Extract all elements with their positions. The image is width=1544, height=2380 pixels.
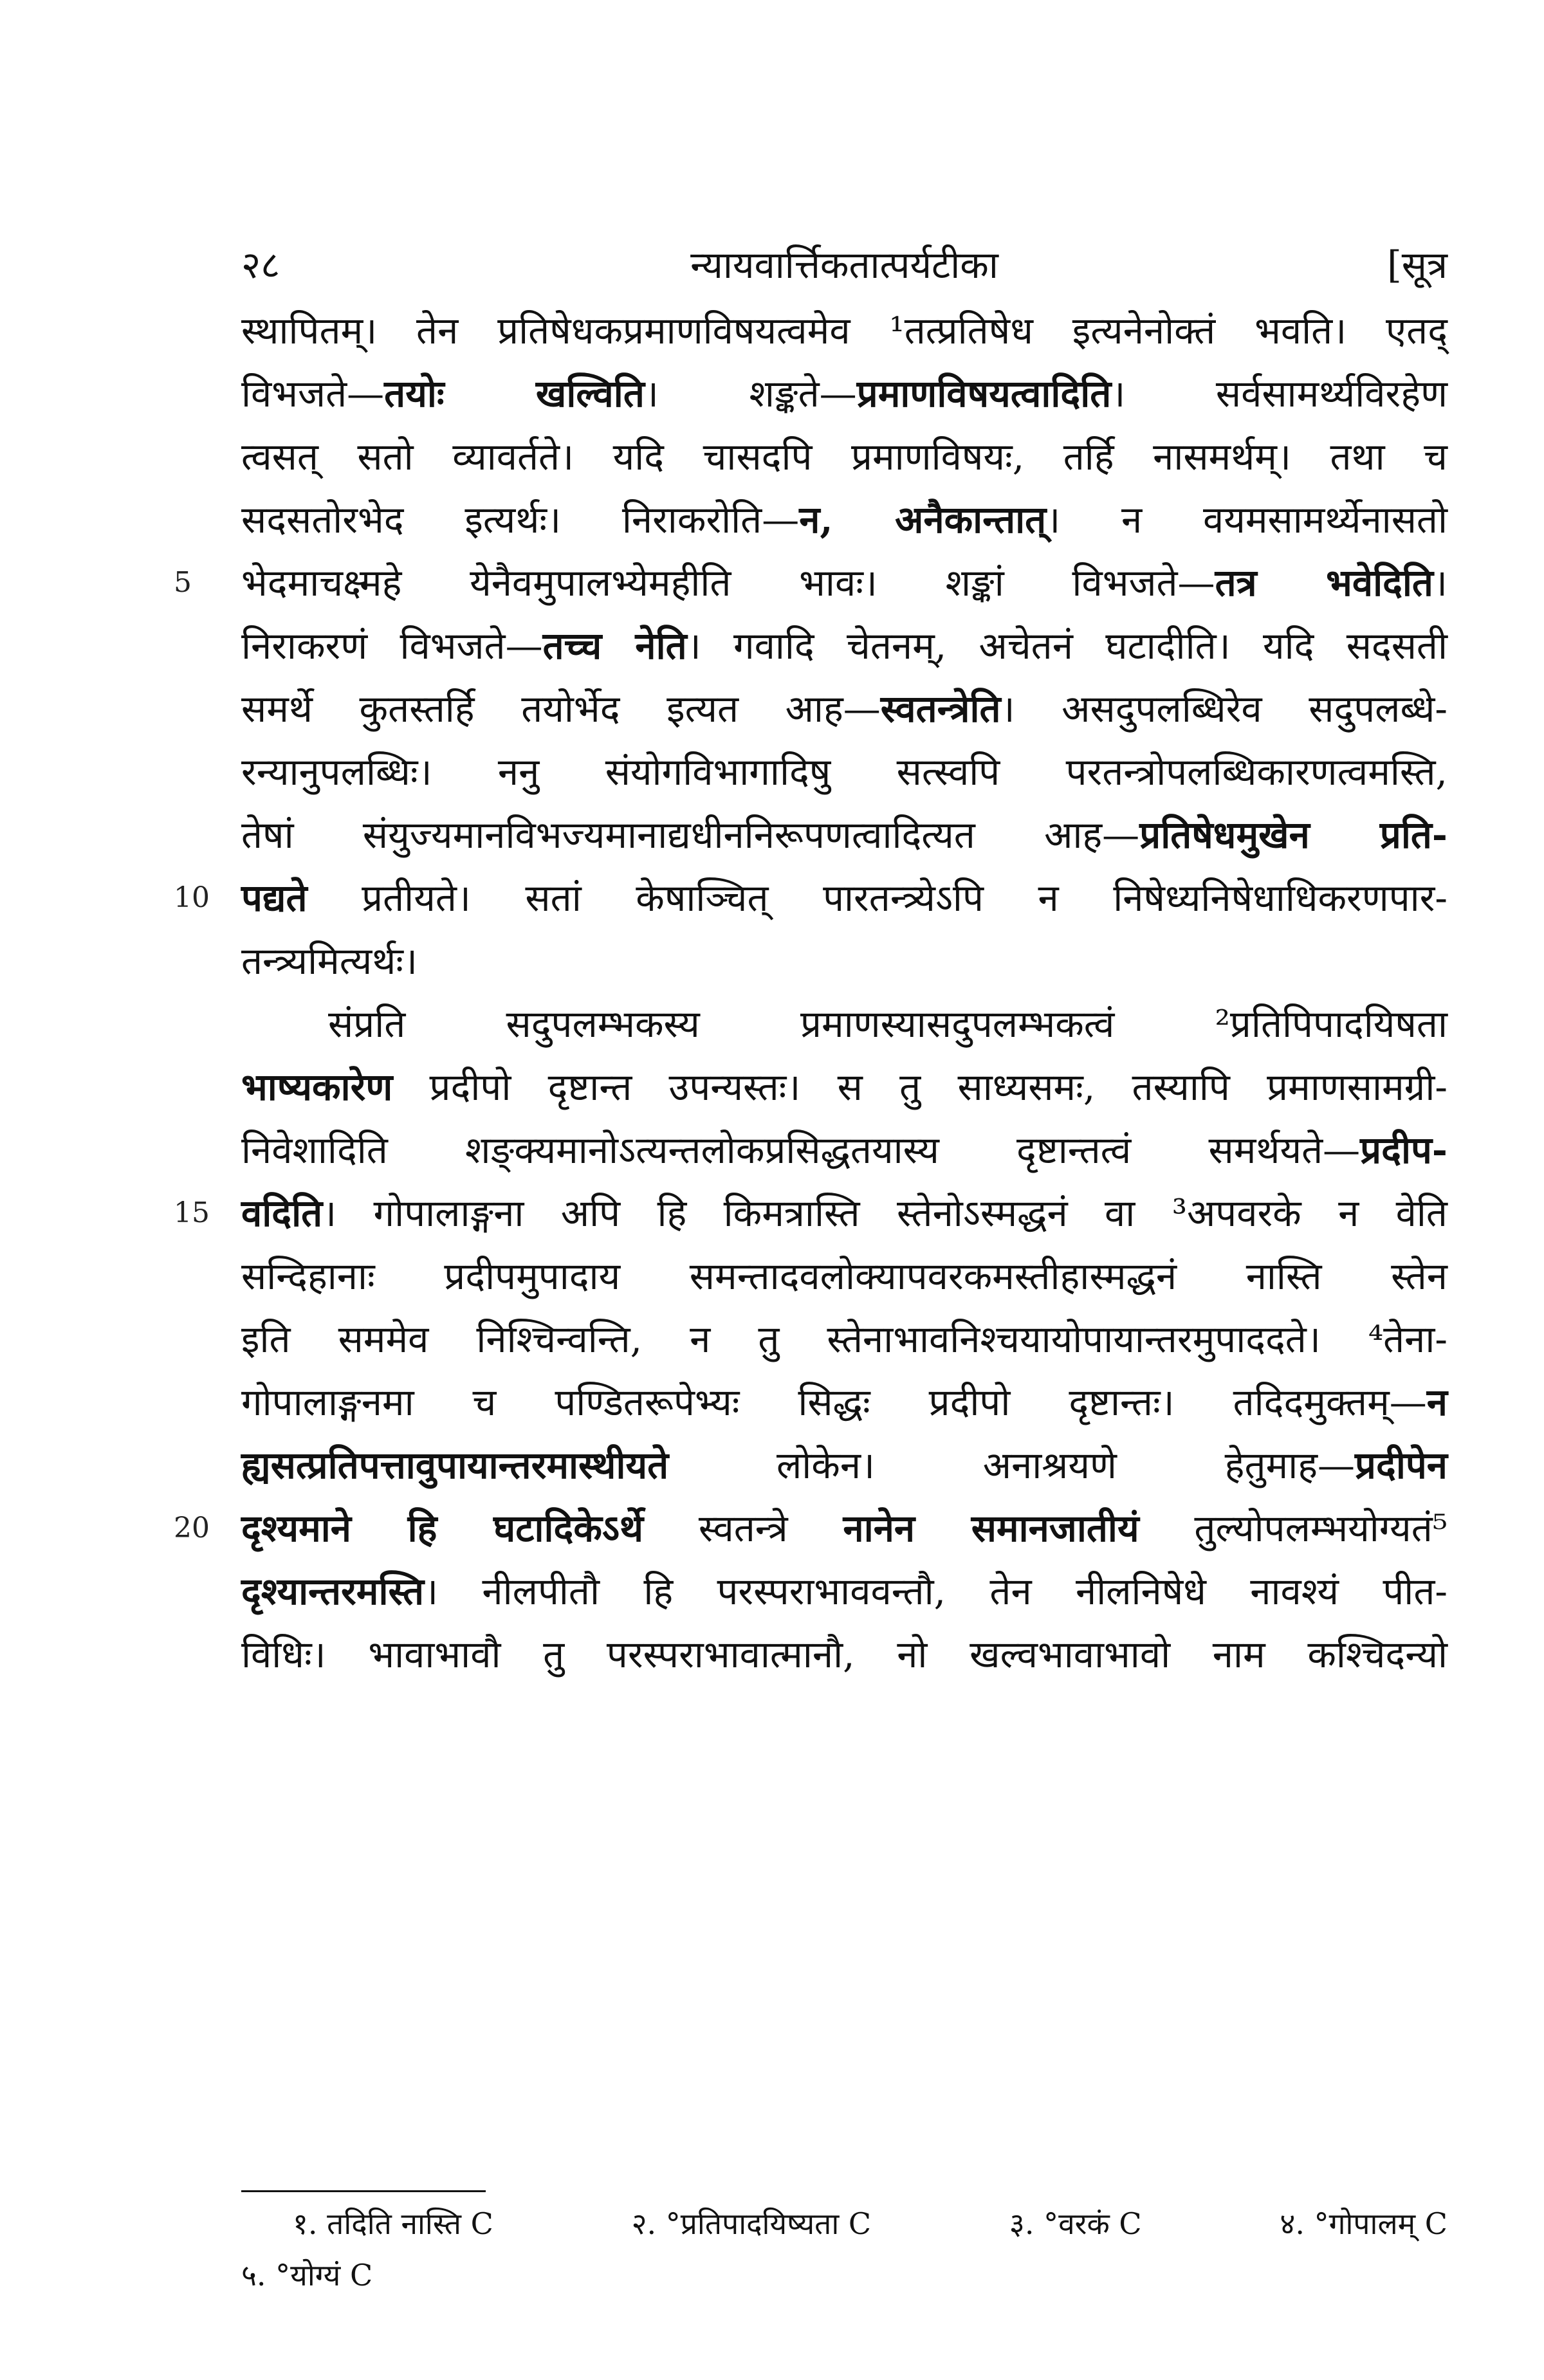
text-run: तुल्योपलम्भयोग्यतं⁵ <box>1139 1506 1448 1550</box>
text-run: । असदुपलब्धिरेव सदुपलब्धे- <box>1000 687 1448 731</box>
text-run: सदसतोरभेद इत्यर्थः। निराकरोति— <box>241 498 800 542</box>
text-run: विधिः। भावाभावौ तु परस्पराभावात्मानौ, नो खल्वभावाभावो नाम कश्चिदन्यो <box>241 1633 1448 1676</box>
footnote-3: ३. °वरकं C <box>1009 2206 1142 2241</box>
text-run: भेदमाचक्ष्महे येनैवमुपालभ्येमहीति भावः। शङ्कां विभजते— <box>241 561 1215 605</box>
footnotes-row-2 <box>241 2255 1448 2294</box>
text-run: स्वतन्त्रे <box>643 1506 843 1550</box>
text-line <box>241 1623 1448 1686</box>
line-number: 20 <box>174 1512 210 1544</box>
main-text <box>174 299 1448 1686</box>
footnote-4: ४. °गोपालम् C <box>1280 2206 1448 2241</box>
footnote-divider <box>241 2190 486 2192</box>
text-run: । गवादि चेतनम्, अचेतनं घटादीति। यदि सदसती <box>686 624 1448 668</box>
text-run: निवेशादिति शङ्क्यमानोऽत्यन्तलोकप्रसिद्धतयास्य दृष्टान्तत्वं समर्थयते— <box>241 1128 1361 1172</box>
bold-text: दृश्यमाने हि घटादिकेऽर्थे <box>241 1506 644 1550</box>
bold-text: न <box>1426 1380 1448 1424</box>
section-marker: [सूत्र <box>1387 243 1448 287</box>
bold-text: न, अनैकान्तात् <box>799 498 1047 542</box>
text-run: रन्यानुपलब्धिः। ननु संयोगविभागादिषु सत्स्वपि परतन्त्रोपलब्धिकारणत्वमस्ति, <box>241 750 1448 794</box>
text-line <box>241 1560 1448 1623</box>
text-line <box>241 299 1448 362</box>
text-run: । सर्वसामर्थ्यविरहेण <box>1111 372 1448 416</box>
line-number: 5 <box>174 566 192 599</box>
bold-text: तच्च नेति <box>542 624 687 668</box>
text-line <box>241 929 1448 993</box>
running-title: न्यायवार्त्तिकतात्पर्यटीका <box>690 243 998 287</box>
page-header <box>241 238 1448 289</box>
text-run: त्वसत् सतो व्यावर्तते। यदि चासदपि प्रमाणविषयः, तर्हि नासमर्थम्। तथा च <box>241 435 1448 479</box>
text-line <box>241 1371 1448 1434</box>
text-line <box>241 1056 1448 1119</box>
text-run: प्रदीपो दृष्टान्त उपन्यस्तः। स तु साध्यसमः, तस्यापि प्रमाणसामग्री- <box>392 1065 1448 1109</box>
footnote-5: ५. °योग्यं C <box>241 2258 373 2293</box>
text-run: इति सममेव निश्चिन्वन्ति, न तु स्तेनाभावनिश्चयायोपायान्तरमुपाददते। ⁴तेना- <box>241 1317 1448 1361</box>
text-line <box>174 1497 1448 1560</box>
text-run: तन्त्र्यमित्यर्थः। <box>241 939 418 983</box>
text-line <box>241 993 1448 1056</box>
text-run: निराकरणं विभजते— <box>241 624 543 668</box>
line-number: 15 <box>174 1196 210 1229</box>
text-line <box>174 866 1448 929</box>
text-run: । नीलपीतौ हि परस्पराभाववन्तौ, तेन नीलनिषेधे नावश्यं पीत- <box>424 1570 1448 1613</box>
bold-text: प्रदीप- <box>1360 1128 1448 1172</box>
text-run: । न वयमसामर्थ्येनासतो <box>1046 498 1448 542</box>
text-run: तेषां संयुज्यमानविभज्यमानाद्यधीननिरूपणत्वादित्यत आह— <box>241 813 1140 857</box>
bold-text: प्रमाणविषयत्वादिति <box>856 372 1112 416</box>
text-line <box>241 677 1448 740</box>
bold-text: स्वतन्त्रेति <box>880 687 1001 731</box>
text-line <box>241 362 1448 425</box>
footnote-1: १. तदिति नास्ति C <box>293 2206 493 2241</box>
bold-text: पद्यते <box>241 876 308 920</box>
text-line <box>174 1182 1448 1245</box>
bold-text: वदिति <box>241 1191 323 1235</box>
text-line <box>241 488 1448 551</box>
text-run: । गोपालाङ्गना अपि हि किमत्रास्ति स्तेनोऽस्मद्धनं वा ³अपवरके न वेति <box>322 1191 1448 1235</box>
text-line <box>241 1119 1448 1182</box>
bold-text: भाष्यकारेण <box>241 1065 393 1109</box>
text-line <box>174 551 1448 614</box>
text-run: विभजते— <box>241 372 385 416</box>
footnotes-row-1 <box>241 2203 1448 2243</box>
bold-text: तयोः खल्विति <box>384 372 645 416</box>
text-run: सन्दिहानाः प्रदीपमुपादाय समन्तादवलोक्यापवरकमस्तीहास्मद्धनं नास्ति स्तेन <box>241 1254 1448 1298</box>
bold-text: प्रतिषेधमुखेन प्रति- <box>1139 813 1448 857</box>
text-run: समर्थे कुतस्तर्हि तयोर्भेद इत्यत आह— <box>241 687 881 731</box>
bold-text: नानेन समानजातीयं <box>843 1506 1139 1550</box>
text-run: । शङ्कते— <box>644 372 857 416</box>
bold-text: दृश्यान्तरमस्ति <box>241 1570 425 1613</box>
text-run: संप्रति सदुपलम्भकस्य प्रमाणस्यासदुपलम्भकत्वं ²प्रतिपिपादयिषता <box>328 1002 1448 1046</box>
text-line <box>241 1434 1448 1497</box>
line-number: 10 <box>174 881 210 914</box>
page-number: २८ <box>241 243 280 287</box>
text-line <box>241 614 1448 677</box>
text-line <box>241 1245 1448 1308</box>
text-run: प्रतीयते। सतां केषाञ्चित् पारतन्त्र्येऽपि न निषेध्यनिषेधाधिकरणपार- <box>307 876 1448 920</box>
bold-text: ह्यसत्प्रतिपत्तावुपायान्तरमास्थीयते <box>241 1443 669 1487</box>
text-run: गोपालाङ्गनमा च पण्डितरूपेभ्यः सिद्धः प्रदीपो दृष्टान्तः। तदिदमुक्तम्— <box>241 1380 1427 1424</box>
text-run: । <box>1433 561 1448 605</box>
text-run: स्थापितम्। तेन प्रतिषेधकप्रमाणविषयत्वमेव ¹तत्प्रतिषेध इत्यनेनोक्तं भवति। एतद् <box>241 309 1448 352</box>
text-run: लोकेन। अनाश्रयणे हेतुमाह— <box>668 1443 1356 1487</box>
text-line <box>241 1308 1448 1371</box>
footnote-2: २. °प्रतिपादयिष्यता C <box>631 2206 872 2241</box>
text-line <box>241 803 1448 866</box>
bold-text: तत्र भवेदिति <box>1215 561 1433 605</box>
text-line <box>241 425 1448 488</box>
text-line <box>241 740 1448 803</box>
bold-text: प्रदीपेन <box>1355 1443 1448 1487</box>
